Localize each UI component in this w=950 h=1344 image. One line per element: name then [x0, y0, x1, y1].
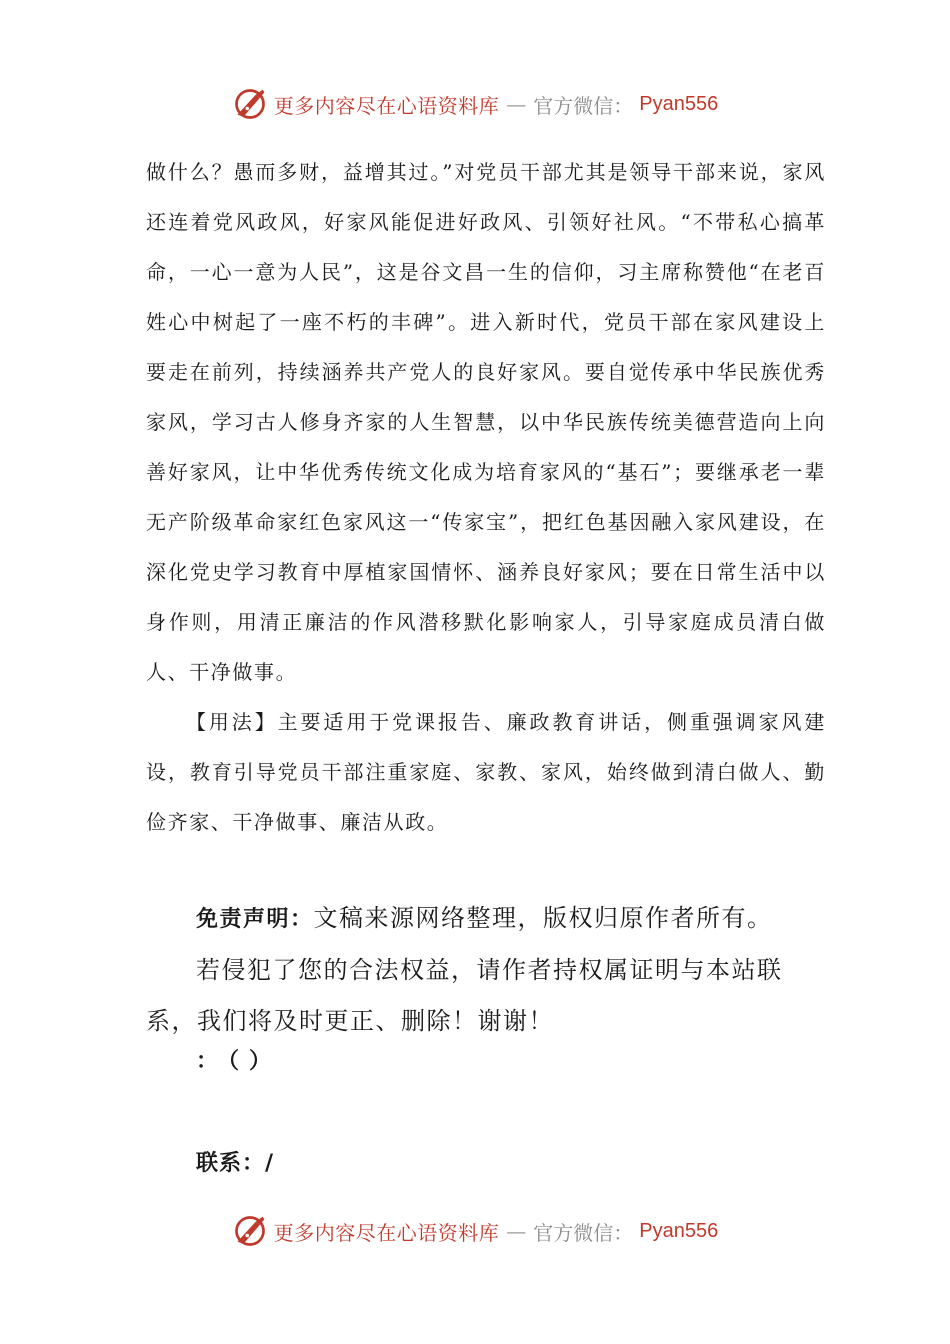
- watermark-brand: 更多内容尽在心语资料库: [273, 93, 500, 118]
- pen-nib-icon: [232, 1213, 268, 1249]
- document-body: [146, 147, 826, 847]
- watermark-wechat-id: Pyan556: [639, 1219, 719, 1242]
- watermark-dash: —: [506, 1219, 527, 1243]
- contact-line: 联系：/: [196, 1151, 275, 1176]
- watermark-wechat-label: 官方微信：: [533, 1220, 634, 1245]
- disclaimer-label: 免责声明：: [196, 907, 314, 932]
- footer-watermark: [0, 1211, 950, 1251]
- disclaimer-punct: ：（）: [196, 1049, 282, 1074]
- header-watermark: [0, 84, 950, 124]
- watermark-dash: —: [506, 92, 527, 116]
- pen-nib-icon: [232, 86, 268, 122]
- disclaimer-line-2: 若侵犯了您的合法权益，请作者持权属证明与本站联系，我们将及时更正、删除！谢谢！: [146, 956, 783, 1035]
- body-paragraph-2: 【用法】主要适用于党课报告、廉政教育讲话，侧重强调家风建设，教育引导党员干部注重家庭、家教、家风，始终做到清白做人、勤俭齐家、干净做事、廉洁从政。: [146, 710, 826, 834]
- body-paragraph-1: 做什么？愚而多财，益增其过。”对党员干部尤其是领导干部来说，家风还连着党风政风，好家风能促进好政风、引领好社风。“不带私心搞革命，一心一意为人民”，这是谷文昌一生的信仰，习主席称赞他“在老百姓心中树起了一座不朽的丰碑”。进入新时代，党员干部在家风建设上要走在前列，持续涵养共产党人的良好家风。要自觉传承中华民族优秀家风，学习古人修身齐家的人生智慧，以中华民族传统美德营造向上向善好家风，让中华优秀传统文化成为培育家风的“基石”；要继承老一辈无产阶级革命家红色家风这一“传家宝”，把红色基因融入家风建设，在深化党史学习教育中厚植家国情怀、涵养良好家风；要在日常生活中以身作则，用清正廉洁的作风潜移默化影响家人，引导家庭成员清白做人、干净做事。: [146, 160, 826, 684]
- disclaimer-line-1: [146, 893, 826, 945]
- disclaimer-text-1: 文稿来源网络整理，版权归原作者所有。: [313, 904, 773, 932]
- watermark-wechat-id: Pyan556: [639, 92, 719, 115]
- watermark-brand: 更多内容尽在心语资料库: [273, 1220, 500, 1245]
- watermark-wechat-label: 官方微信：: [533, 93, 634, 118]
- disclaimer-block: [146, 893, 826, 1047]
